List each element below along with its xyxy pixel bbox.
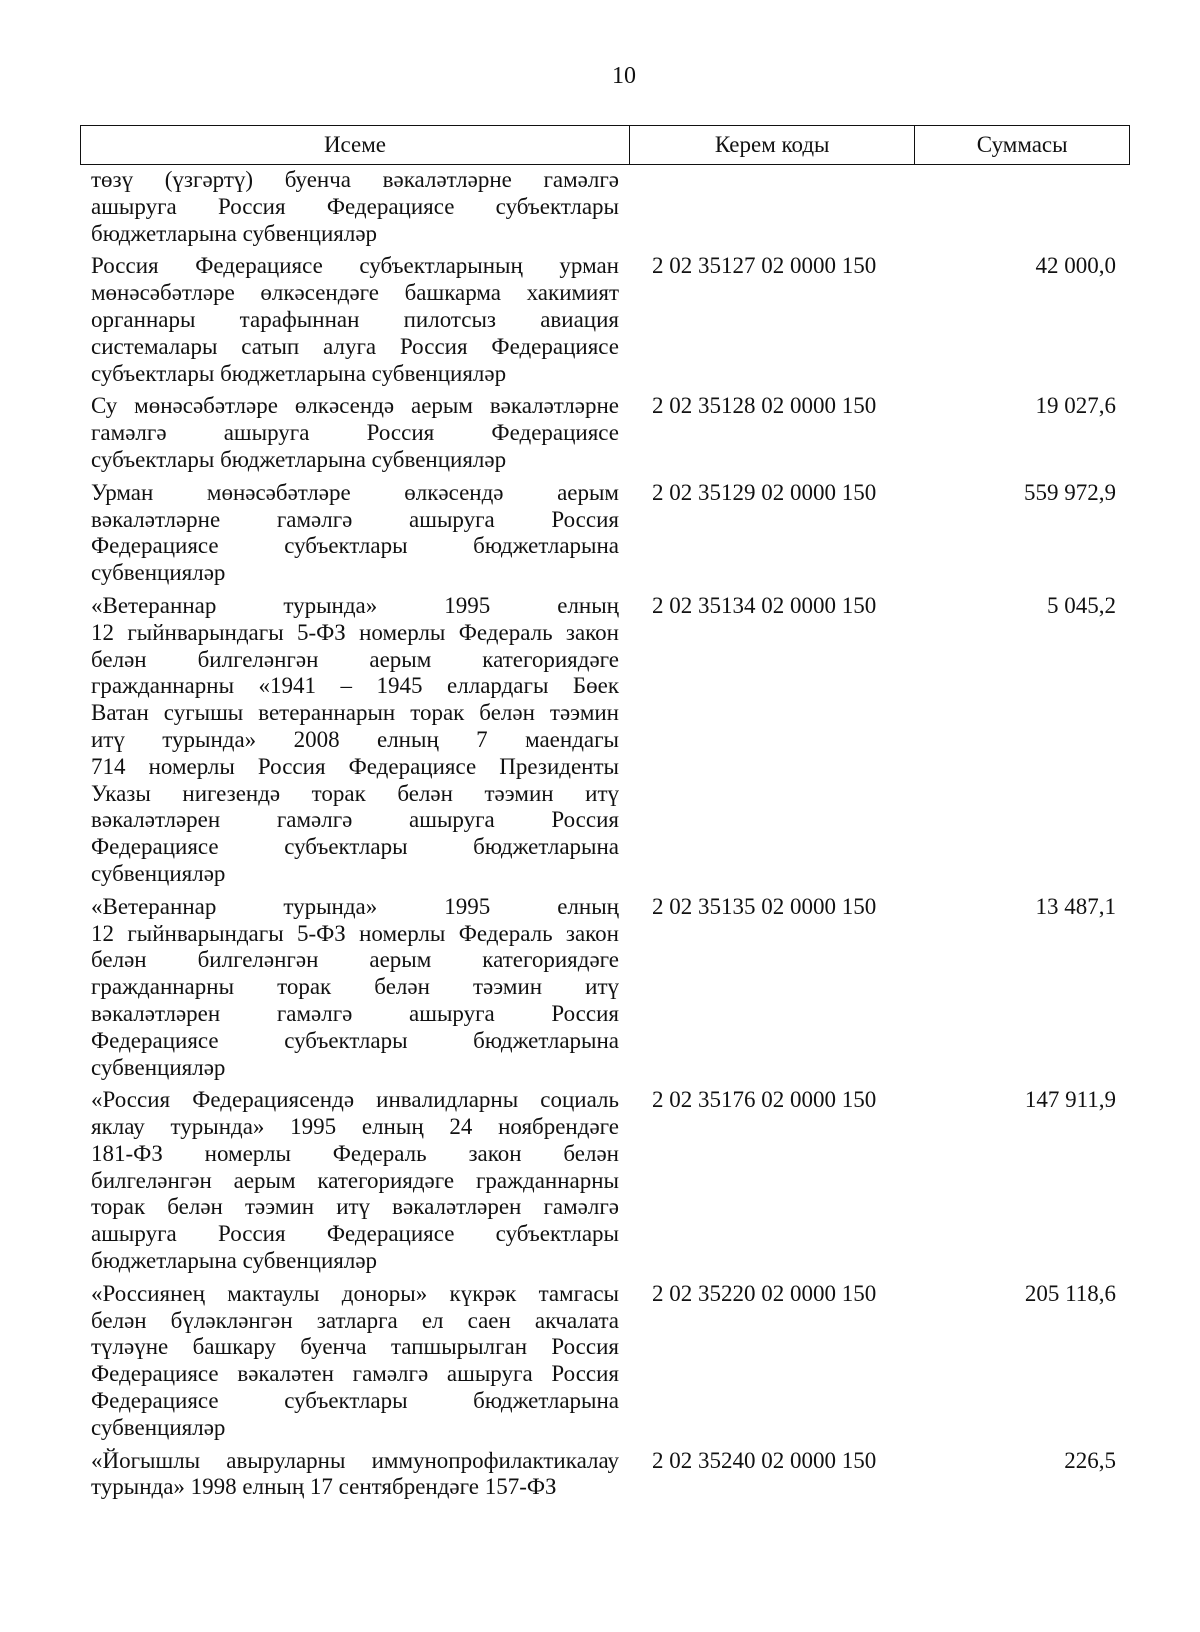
table-header: [80, 125, 1130, 165]
row-name-line: вәкаләтләрен гамәлгә ашыруга Россия: [91, 807, 619, 833]
row-name-line: субвенцияләр: [91, 860, 226, 886]
row-name-line: 714 номерлы Россия Федерациясе Президенты: [91, 753, 619, 779]
row-name-line: субвенцияләр: [91, 1054, 226, 1080]
row-name-line: «Россиянең мактаулы доноры» күкрәк тамгасы: [91, 1280, 619, 1306]
row-code: 2 02 35129 02 0000 150: [652, 479, 877, 505]
row-name-line: Су мөнәсәбәтләре өлкәсендә аерым вәкаләтләрне: [91, 393, 619, 419]
row-name-line: Федерациясе субъектлары бюджетларына: [91, 1388, 619, 1414]
row-amount: 147 911,9: [1024, 1087, 1116, 1113]
row-name-line: «Ветераннар турында» 1995 елның: [91, 592, 619, 618]
row-amount: 42 000,0: [1035, 253, 1116, 279]
row-name: [80, 480, 630, 587]
row-name-line: 12 гыйнварындагы 5-ФЗ номерлы Федераль закон: [91, 619, 619, 645]
row-code: 2 02 35240 02 0000 150: [652, 1447, 877, 1473]
row-name-line: Федерациясе субъектлары бюджетларына: [91, 834, 619, 860]
row-amount: 5 045,2: [1047, 592, 1116, 618]
row-name-line: белән билгеләнгән аерым категориядәге: [91, 646, 619, 672]
table-row: [80, 480, 1130, 587]
row-name: [80, 593, 630, 888]
row-name-line: субвенцияләр: [91, 1414, 226, 1440]
row-code: 2 02 35135 02 0000 150: [652, 893, 877, 919]
row-name: [80, 1281, 630, 1442]
row-name-line: субъектлары бюджетларына субвенцияләр: [91, 360, 507, 386]
row-amount: 226,5: [1064, 1447, 1116, 1473]
row-name: [80, 253, 630, 387]
row-amount: 19 027,6: [1035, 393, 1116, 419]
header-name: Исеме: [81, 126, 630, 164]
row-name-line: Указы нигезендә торак белән тәэмин итү: [91, 780, 619, 806]
table-row: [80, 1281, 1130, 1442]
row-amount: 205 118,6: [1024, 1280, 1116, 1306]
row-name-line: субъектлары бюджетларына субвенцияләр: [91, 446, 507, 472]
row-name-line: системалары сатып алуга Россия Федерациясе: [91, 333, 619, 359]
header-amount: Суммасы: [976, 132, 1068, 157]
row-name-line: төзү (үзгәртү) буенча вәкаләтләрне гамәлгә: [91, 167, 619, 192]
row-name-line: Федерациясе субъектлары бюджетларына: [91, 1027, 619, 1053]
row-name-line: ашыруга Россия Федерациясе субъектлары: [91, 1221, 619, 1247]
table-row: [80, 894, 1130, 1082]
row-name: [80, 167, 630, 247]
row-name-line: вәкаләтләрне гамәлгә ашыруга Россия: [91, 506, 619, 532]
row-name-line: «Россия Федерациясендә инвалидларны социаль: [91, 1087, 619, 1113]
table-row: [80, 167, 1130, 247]
row-name-line: ашыруга Россия Федерациясе субъектлары: [91, 193, 619, 219]
row-name-line: билгеләнгән аерым категориядәге гражданнарны: [91, 1167, 619, 1193]
row-amount: [916, 167, 1130, 247]
row-name-line: вәкаләтләрен гамәлгә ашыруга Россия: [91, 1000, 619, 1026]
row-name-line: итү турында» 2008 елның 7 маендагы: [91, 726, 619, 752]
row-name: [80, 1448, 630, 1502]
table-row: [80, 593, 1130, 888]
row-code: 2 02 35128 02 0000 150: [652, 393, 877, 419]
row-name: [80, 894, 630, 1082]
row-code: 2 02 35220 02 0000 150: [652, 1280, 877, 1306]
budget-table: [80, 125, 1130, 1501]
row-code: [630, 167, 916, 247]
row-name: [80, 393, 630, 473]
row-name-line: 181-ФЗ номерлы Федераль закон белән: [91, 1140, 619, 1166]
row-name-line: органнары тарафыннан пилотсыз авиация: [91, 306, 619, 332]
row-name-line: гамәлгә ашыруга Россия Федерациясе: [91, 420, 619, 446]
row-name-line: түләүне башкару буенча тапшырылган Россия: [91, 1334, 619, 1360]
page-number: 10: [612, 63, 636, 89]
row-name-line: белән билгеләнгән аерым категориядәге: [91, 947, 619, 973]
row-name-line: Федерациясе вәкаләтен гамәлгә ашыруга Россия: [91, 1361, 619, 1387]
row-amount: 13 487,1: [1035, 893, 1116, 919]
row-name: [80, 1087, 630, 1275]
row-name-line: Федерациясе субъектлары бюджетларына: [91, 533, 619, 559]
row-name-line: Урман мөнәсәбәтләре өлкәсендә аерым: [91, 479, 619, 505]
row-code: 2 02 35134 02 0000 150: [652, 592, 877, 618]
row-name-line: «Йогышлы авыруларны иммунопрофилактикалау: [91, 1447, 619, 1473]
table-body: [80, 167, 1130, 1501]
row-name-line: бюджетларына субвенцияләр: [91, 220, 378, 246]
row-name-line: белән бүләкләнгән затларга ел саен акчалата: [91, 1307, 619, 1333]
table-row: [80, 393, 1130, 473]
row-name-line: яклау турында» 1995 елның 24 ноябрендәге: [91, 1114, 619, 1140]
row-name-line: бюджетларына субвенцияләр: [91, 1248, 378, 1274]
row-name-line: торак белән тәэмин итү вәкаләтләрен гамәлгә: [91, 1194, 619, 1220]
row-name-line: турында» 1998 елның 17 сентябрендәге 157-ФЗ: [91, 1474, 557, 1500]
row-name-line: 12 гыйнварындагы 5-ФЗ номерлы Федераль закон: [91, 920, 619, 946]
table-row: [80, 1087, 1130, 1275]
row-name-line: субвенцияләр: [91, 560, 226, 586]
table-row: [80, 253, 1130, 387]
row-name-line: гражданнарны торак белән тәэмин итү: [91, 974, 619, 1000]
row-name-line: мөнәсәбәтләре өлкәсендәге башкарма хакимият: [91, 280, 619, 306]
table-row: [80, 1448, 1130, 1502]
row-code: 2 02 35176 02 0000 150: [652, 1087, 877, 1113]
row-amount: 559 972,9: [1024, 479, 1116, 505]
row-name-line: гражданнарны «1941 – 1945 еллардагы Бөек: [91, 673, 619, 699]
row-name-line: Ватан сугышы ветераннарын торак белән тәэмин: [91, 700, 619, 726]
header-code: Керем коды: [630, 126, 915, 164]
row-name-line: Россия Федерациясе субъектларының урман: [91, 253, 619, 279]
row-code: 2 02 35127 02 0000 150: [652, 253, 877, 279]
row-name-line: «Ветераннар турында» 1995 елның: [91, 893, 619, 919]
